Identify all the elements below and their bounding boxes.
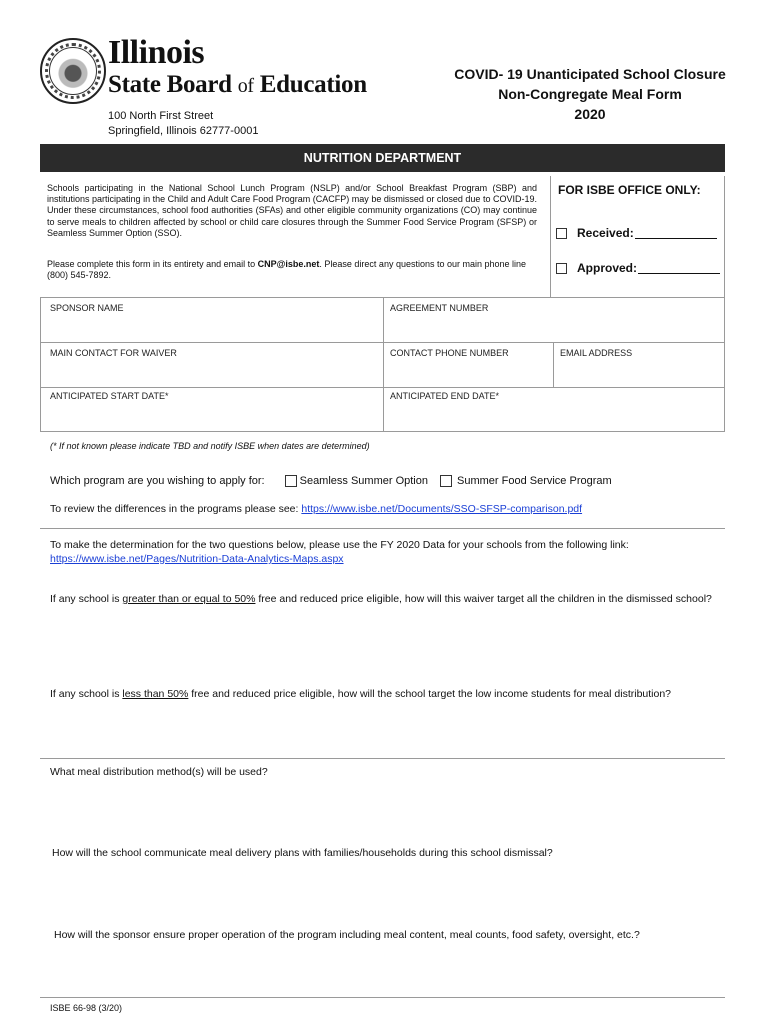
- received-checkbox-row[interactable]: Received:: [556, 226, 717, 240]
- seamless-summer-checkbox[interactable]: [285, 475, 297, 487]
- contact-phone-field[interactable]: CONTACT PHONE NUMBER: [390, 348, 509, 358]
- intro-paragraph: Schools participating in the National School Lunch Program (NSLP) and/or School Breakfast Program (SBP) and institutions participating in the Child and Adult Care Food Program (CACFP) may be dismissed or closed due to COVID-19. Under these circumstances, school food authorities (SFAs) and other eligible community organizations (CO) may continue to serve meals to children affected by school or child care closures through the Summer Food Service Program (SFSP) or Seamless Summer Option (SSO).: [47, 183, 537, 238]
- question-communication[interactable]: How will the school communicate meal delivery plans with families/households during this school dismissal?: [52, 847, 553, 859]
- address-line-2: Springfield, Illinois 62777-0001: [108, 125, 259, 137]
- summer-food-service-option[interactable]: Summer Food Service Program: [440, 475, 612, 487]
- start-date-field[interactable]: ANTICIPATED START DATE*: [50, 391, 169, 401]
- isbe-office-heading: FOR ISBE OFFICE ONLY:: [558, 183, 701, 197]
- program-question: Which program are you wishing to apply for:: [50, 475, 265, 487]
- nutrition-department-banner: NUTRITION DEPARTMENT: [40, 144, 725, 172]
- question-low-eligibility[interactable]: If any school is less than 50% free and reduced price eligible, how will the school target the low income students for meal distribution?: [50, 688, 672, 700]
- comparison-link[interactable]: https://www.isbe.net/Documents/SSO-SFSP-comparison.pdf: [301, 503, 583, 515]
- date-note: (* If not known please indicate TBD and notify ISBE when dates are determined): [50, 441, 370, 451]
- sponsor-name-field[interactable]: SPONSOR NAME: [50, 303, 124, 313]
- question-high-eligibility[interactable]: If any school is greater than or equal to 50% free and reduced price eligible, how will this waiver target all the children in the dismissed school?: [50, 593, 712, 605]
- email-address-field[interactable]: EMAIL ADDRESS: [560, 348, 633, 358]
- address: [108, 109, 258, 139]
- review-differences: To review the differences in the programs please see: https://www.isbe.net/Documents/SSO-SFSP-comparison.pdf: [50, 503, 583, 515]
- question-proper-operation[interactable]: How will the sponsor ensure proper operation of the program including meal content, meal counts, food safety, oversight, etc.?: [54, 929, 640, 941]
- main-contact-field[interactable]: MAIN CONTACT FOR WAIVER: [50, 348, 177, 358]
- approved-checkbox-row[interactable]: Approved:: [556, 261, 720, 275]
- email-link[interactable]: CNP@isbe.net: [257, 259, 320, 269]
- agreement-number-field[interactable]: AGREEMENT NUMBER: [390, 303, 489, 313]
- approved-checkbox[interactable]: [556, 263, 567, 274]
- end-date-field[interactable]: ANTICIPATED END DATE*: [390, 391, 500, 401]
- seamless-summer-option[interactable]: Seamless Summer Option: [285, 475, 428, 487]
- divider: [724, 176, 725, 297]
- question-distribution-method[interactable]: What meal distribution method(s) will be used?: [50, 766, 268, 778]
- form-title: COVID- 19 Unanticipated School Closure Non-Congregate Meal Form 2020: [454, 66, 726, 122]
- state-seal-icon: [40, 38, 106, 104]
- isbe-logo: Illinois State Board of Education: [108, 34, 367, 98]
- determination-instructions: To make the determination for the two questions below, please use the FY 2020 Data for your schools from the following link: https://www.isbe.net/Pages/Nutrition-Data-Analytics-Maps.aspx: [50, 539, 629, 565]
- received-checkbox[interactable]: [556, 228, 567, 239]
- address-line-1: 100 North First Street: [108, 110, 214, 122]
- data-maps-link[interactable]: https://www.isbe.net/Pages/Nutrition-Data-Analytics-Maps.aspx: [50, 553, 344, 565]
- form-number: ISBE 66-98 (3/20): [50, 1003, 123, 1013]
- contact-instructions: Please complete this form in its entirety and email to CNP@isbe.net. Please direct any questions to our main phone line (800) 545-7892.: [47, 259, 527, 281]
- program-selection: [50, 475, 612, 487]
- divider: [550, 176, 551, 297]
- summer-food-service-checkbox[interactable]: [440, 475, 452, 487]
